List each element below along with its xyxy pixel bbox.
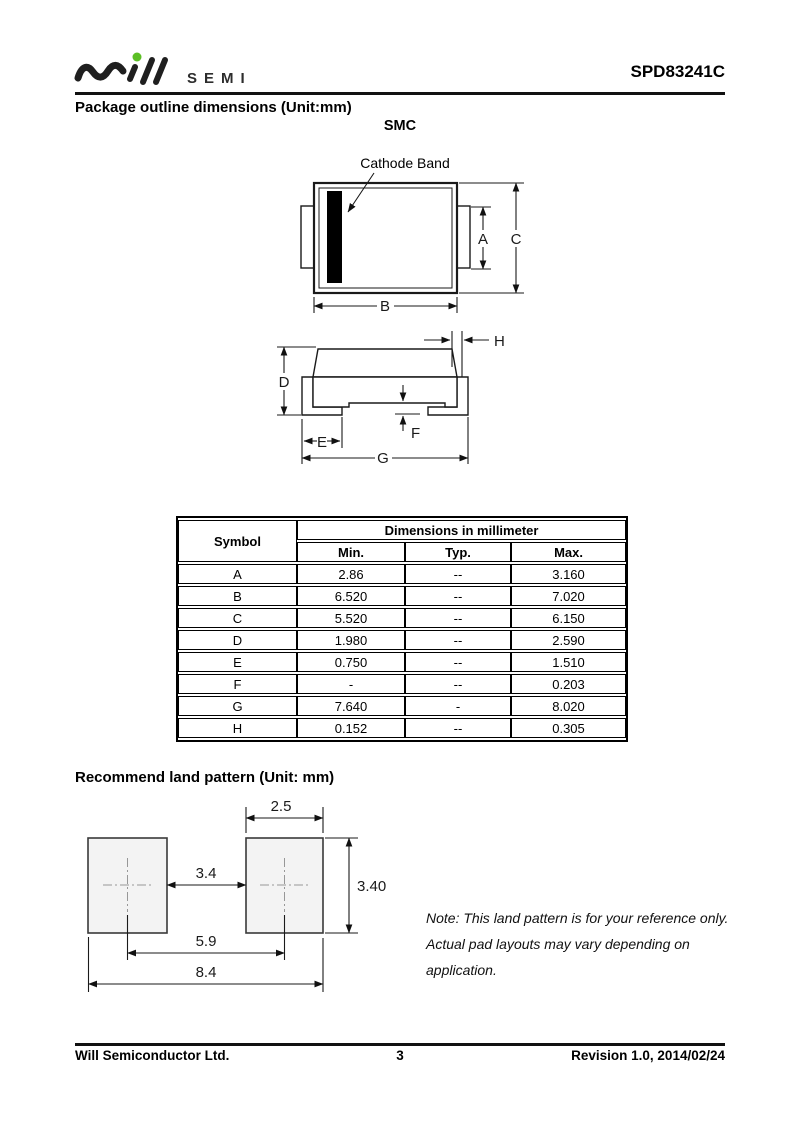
package-outline-drawing [265, 145, 550, 480]
dim-label-d: D [278, 374, 290, 391]
dim-e [302, 417, 342, 451]
dim-pad-width [246, 798, 323, 833]
part-number: SPD83241C [630, 62, 725, 81]
min-header-cell: Min. [297, 542, 405, 562]
top-view [301, 155, 524, 315]
symbol-cell: A [178, 564, 297, 584]
dim-pitch [128, 933, 285, 953]
typ-cell: -- [405, 652, 511, 672]
symbol-cell: B [178, 586, 297, 606]
symbol-cell: C [178, 608, 297, 628]
dim-label-c: C [510, 231, 522, 248]
logo-slash-icon [156, 60, 165, 82]
typ-cell: - [405, 696, 511, 716]
table-row [178, 630, 626, 650]
land-pattern-note [426, 905, 756, 983]
logo-semi-text: SEMI [187, 70, 252, 87]
table-row [178, 608, 626, 628]
logo-wave-icon [78, 65, 123, 78]
min-cell: 0.750 [297, 652, 405, 672]
footer-company: Will Semiconductor Ltd. [75, 1048, 230, 1063]
typ-cell: -- [405, 586, 511, 606]
max-header-cell: Max. [511, 542, 626, 562]
dim-pad-height [325, 838, 386, 933]
logo-i-stem-icon [130, 67, 135, 79]
symbol-header-cell: Symbol [178, 520, 297, 562]
max-cell: 6.150 [511, 608, 626, 628]
logo-slash-icon [143, 60, 152, 82]
max-cell: 2.590 [511, 630, 626, 650]
gap-label: 3.4 [195, 865, 217, 882]
dim-b [314, 297, 457, 315]
symbol-cell: H [178, 718, 297, 738]
note-line-2: Actual pad layouts may vary depending on application. [426, 936, 690, 978]
min-cell: 5.520 [297, 608, 405, 628]
dim-label-f: F [411, 425, 421, 442]
symbol-cell: G [178, 696, 297, 716]
table-row [178, 652, 626, 672]
note-line-1: Note: This land pattern is for your reference only. [426, 910, 729, 926]
symbol-cell: E [178, 652, 297, 672]
typ-cell: -- [405, 608, 511, 628]
cathode-band-label: Cathode Band [360, 155, 450, 171]
footer-rule [75, 1043, 725, 1046]
min-cell: - [297, 674, 405, 694]
table-row [178, 718, 626, 738]
table-row [178, 696, 626, 716]
package-name-label: SMC [383, 118, 417, 134]
max-cell: 0.203 [511, 674, 626, 694]
min-cell: 1.980 [297, 630, 405, 650]
typ-cell: -- [405, 564, 511, 584]
min-cell: 7.640 [297, 696, 405, 716]
typ-cell: -- [405, 674, 511, 694]
symbol-cell: D [178, 630, 297, 650]
dimensions-header-cell: Dimensions in millimeter [297, 520, 626, 540]
right-lead-tab [457, 206, 470, 268]
cathode-band [327, 191, 342, 283]
body-top-mold [313, 349, 457, 377]
dim-label-e: E [316, 434, 328, 451]
footer-page-number: 3 [396, 1048, 404, 1063]
dim-a [471, 207, 491, 269]
pad-height-label: 3.40 [357, 878, 387, 895]
min-cell: 0.152 [297, 718, 405, 738]
max-cell: 0.305 [511, 718, 626, 738]
symbol-cell: F [178, 674, 297, 694]
will-semi-logo-icon [73, 48, 173, 90]
header-rule [75, 92, 725, 95]
logo-green-dot-icon [133, 53, 142, 62]
min-cell: 2.86 [297, 564, 405, 584]
dim-label-a: A [477, 231, 489, 248]
pad-width-label: 2.5 [270, 798, 292, 815]
max-cell: 1.510 [511, 652, 626, 672]
max-cell: 8.020 [511, 696, 626, 716]
table-row [178, 674, 626, 694]
land-pattern-drawing [75, 793, 415, 1008]
left-lead-tab [301, 206, 315, 268]
will-semi-logo [73, 48, 252, 90]
dim-label-b: B [379, 298, 391, 315]
min-cell: 6.520 [297, 586, 405, 606]
max-cell: 7.020 [511, 586, 626, 606]
overall-label: 8.4 [195, 964, 217, 981]
footer-revision: Revision 1.0, 2014/02/24 [571, 1048, 725, 1063]
dim-gap [167, 865, 246, 885]
table-row [178, 564, 626, 584]
dim-label-g: G [377, 450, 389, 467]
typ-cell: -- [405, 630, 511, 650]
outline-section-title: Package outline dimensions (Unit:mm) [75, 99, 352, 116]
side-view [277, 331, 505, 467]
pitch-label: 5.9 [195, 933, 217, 950]
dimensions-table [176, 516, 628, 742]
table-row [178, 586, 626, 606]
max-cell: 3.160 [511, 564, 626, 584]
dim-label-h: H [494, 333, 505, 350]
table-header-row [178, 520, 626, 540]
land-section-title: Recommend land pattern (Unit: mm) [75, 769, 335, 786]
body-base [313, 377, 457, 407]
typ-cell: -- [405, 718, 511, 738]
typ-header-cell: Typ. [405, 542, 511, 562]
